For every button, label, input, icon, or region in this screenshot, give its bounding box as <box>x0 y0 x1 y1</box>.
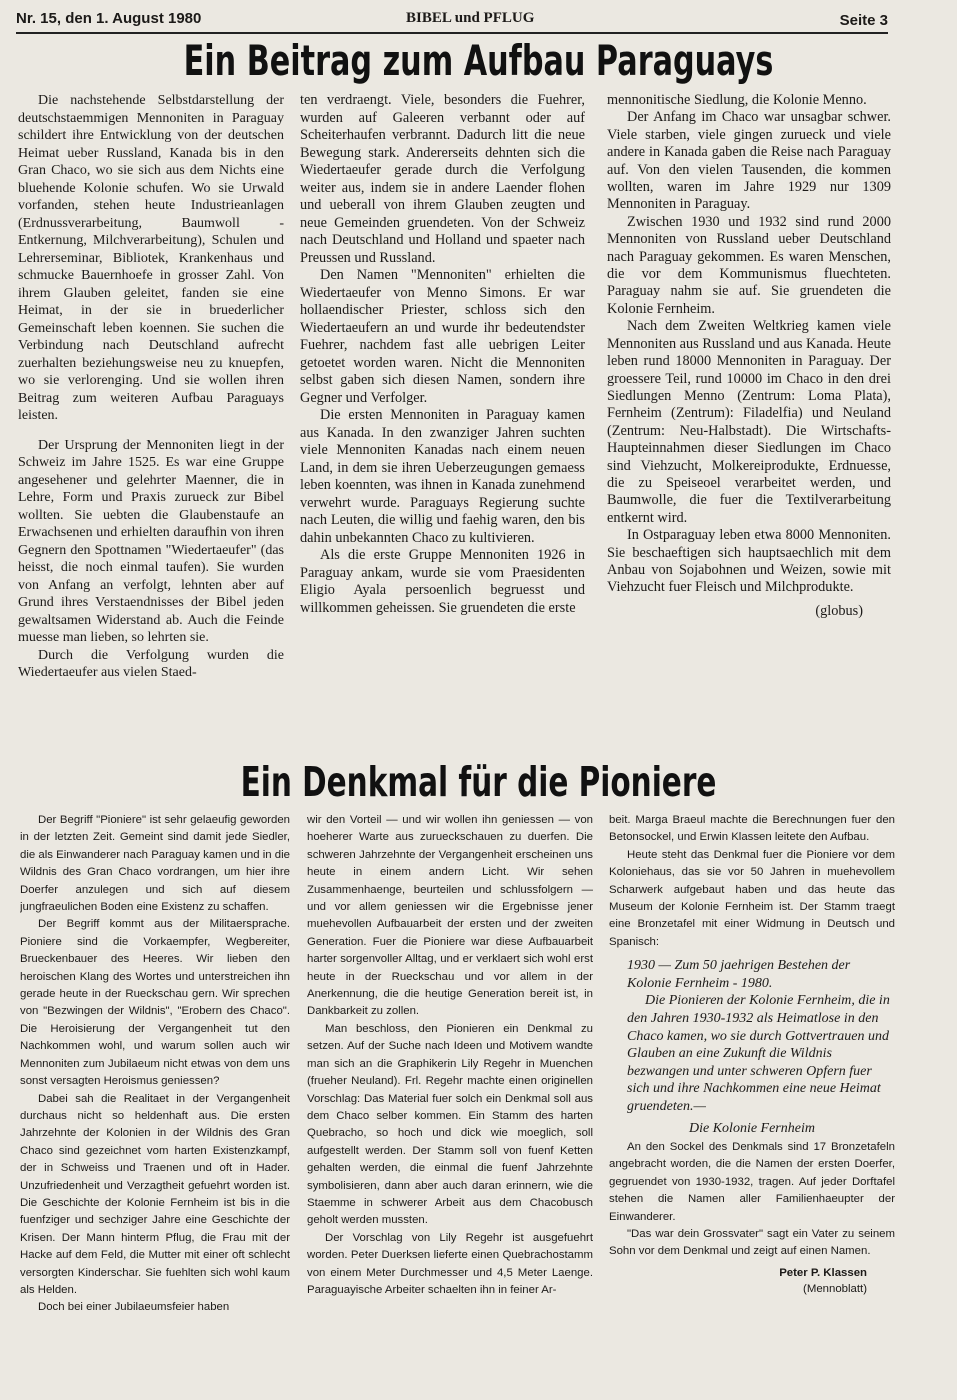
paragraph: An den Sockel des Denkmals sind 17 Bronzetafeln angebracht worden, die die Namen der ersten Doerfer, gegruendet von 1930-1932, tragen. Auf jeder Dorftafel stehen die Namen aller Familienhaeupter der Einwanderer. <box>609 1141 895 1223</box>
paragraph: Der Anfang im Chaco war unsagbar schwer. Viele starben, viele gingen zurueck und viele andere in Kanada gaben die Reise nach Paraguay auf. Von den vielen Tausenden, die kommen wollten, waren im Jahre 1929 nur 1309 Mennoniten in Paraguay. <box>607 109 891 213</box>
paragraph: Nach dem Zweiten Weltkrieg kamen viele Mennoniten aus Russland und aus Kanada. Heute leben rund 18000 Mennoniten in Paraguay. Der groessere Teil, rund 10000 im Chaco in den drei Siedlungen Menno (Zentrum: Loma Plata), Fernheim (Zentrum): Filadelfia) und Neuland (Zentrum: Neu-Halbstadt). Die Wirtschafts-Haupteinnahmen dieser Siedlungen im Chaco sind Viehzucht, Molkereiprodukte, Erdnuesse, die zu Speiseoel verarbeitet werden, und Baumwolle, die fuer die Textilverarbeitung entkernt wird. <box>607 318 891 526</box>
paragraph: Der Ursprung der Mennoniten liegt in der Schweiz im Jahre 1525. Es war eine Gruppe angesehener und gelehrter Maenner, die in Lehre, Form und Praxis zurueck zur Bibel wollten. Sie uebten die Glaubenstaufe an Erwachsenen und erhielten daraufhin von ihren Gegnern den Spottnamen "Wiedertaeufer" (das heisst, die noch einmal taufen). Sie wurden von Anfang an verfolgt, lehnten aber auf Grund ihres Verstaendnisses der Bibel jeden gewaltsamen Widerstand ab. Auch die Feinde muesse man lieben, so lehrten sie. <box>18 437 284 645</box>
article2-column-2 <box>307 812 593 1382</box>
dedication-text <box>627 957 895 1115</box>
paragraph: Die nachstehende Selbstdarstellung der deutschstaemmigen Mennoniten in Paraguay schildert ihre Entwicklung von der deutschen Heimat ueber Russland, Kanada bis in den Gran Chaco, wo sie sich aus dem Nichts eine bluehende Kolonie schufen. Wo sie Urwald vorfanden, stehen heute Industrieanlagen (Erdnussverarbeitung, Baumwoll - Entkernung, Milchverarbeitung), Schulen und Lehrerseminar, Bibliotek, Krankenhaus und schmucke Bauernhoefe in grosser Zahl. Von ihrem Glauben geleitet, fanden sie eine Heimat, in der sie in bruederlicher Gemeinschaft leben koennen. Sie suchen die Verbindung nach Deutschland aufrecht zuerhalten beziehungsweise neu zu knuepfen, wo sie verlorenging. Und sie wollen ihren Beitrag zum weiteren Aufbau Paraguays leisten. <box>18 93 284 423</box>
article1-column-3 <box>607 92 891 752</box>
paragraph: Der Begriff kommt aus der Militaersprache. Pioniere sind die Vorkaempfer, Wegbereiter, Brueckenbauer des Heeres. Wir lieben den heroischen Klang des Wortes und unterstreichen ihn gerade heute in der Rueckschau gern. Wir sprechen von "Bezwingen der Wildnis", "Erobern des Chaco". Die Heroisierung der Vergangenheit tut den Nachkommen wohl, und warum sollen auch wir Mennoniten zum Jubilaeum nicht etwas von dem uns sonst versagten Heroismus geniessen? <box>20 918 290 1088</box>
article1-column-1 <box>18 92 284 752</box>
article2-source: (Mennoblatt) <box>803 1282 867 1295</box>
paragraph: Durch die Verfolgung wurden die Wiedertaeufer aus vielen Staed- <box>18 647 284 680</box>
dedication-signature: Die Kolonie Fernheim <box>689 1120 815 1136</box>
paragraph: "Das war dein Grossvater" sagt ein Vater zu seinem Sohn vor dem Denkmal und zeigt auf einen Namen. <box>609 1228 895 1258</box>
paragraph: ten verdraengt. Viele, besonders die Fuehrer, wurden auf Galeeren verbannt oder auf Scheiterhaufen verbrannt. Dadurch litt die neue Bewegung stark. Andererseits dehnten sich die Wiedertaeufer gerade durch die Verfolgung weiter aus, indem sie in andere Laender flohen und ueberall von ihrem Glauben zeugten und neue Gemeinden gruendeten. Von der Schweiz nach Deutschland und Holland und spaeter nach Preussen und Russland. <box>300 92 585 266</box>
issue-date: Nr. 15, den 1. August 1980 <box>16 10 202 27</box>
paragraph: Den Namen "Mennoniten" erhielten die Wiedertaeufer von Menno Simons. Er war hollaendischer Priester, schloss sich den Wiedertaeufern an und wurde ihr bedeutendster Fuehrer, nachdem fast alle uebrigen Leiter getoetet worden waren. Nicht die Mennoniten selbst gaben sich diesen Namen, sondern ihre Gegner und Verfolger. <box>300 267 585 406</box>
author-name: Peter P. Klassen <box>779 1266 867 1279</box>
page-header <box>16 6 888 34</box>
paragraph: Als die erste Gruppe Mennoniten 1926 in Paraguay ankam, wurde sie vom Praesidenten Eligio Ayala persoenlich begruesst und willkommen geheissen. Sie gruendeten die erste <box>300 547 585 616</box>
paragraph: Zwischen 1930 und 1932 sind rund 2000 Mennoniten von Russland ueber Deutschland nach Paraguay gekommen. Es waren Menschen, die vor dem Kommunismus fluechteten. Paraguay nahm sie auf. Sie gruendeten die Kolonie Fernheim. <box>607 213 891 317</box>
paragraph: wir den Vorteil — und wir wollen ihn geniessen — von hoeherer Warte aus zurueckschauen zu duerfen. Die schweren Jahrzehnte der Vergangenheit erscheinen uns heute in einem andern Licht. Wir sehen Zusammenhaenge, beurteilen und schlussfolgern — und vor allem geniessen wir die Ergebnisse jener muehevollen Aufbauarbeit der ersten und der zweiten Generation. Fuer die Pioniere war diese Aufbauarbeit harter sorgenvoller Alltag, und er verklaert sich wohl erst heute in der Rueckschau und vor allem in der Anerkennung, die die heutige Generation bereit ist, in Dankbarkeit zu zollen. <box>307 814 593 1018</box>
article1-source: (globus) <box>815 602 863 619</box>
article1-column-2 <box>300 92 585 752</box>
paragraph: mennonitische Siedlung, die Kolonie Menno. <box>607 92 867 108</box>
article2-headline: Ein Denkmal für die Pioniere <box>240 758 717 806</box>
newspaper-name: BIBEL und PFLUG <box>406 10 535 26</box>
paragraph: beit. Marga Braeul machte die Berechnungen fuer den Betonsockel, und Erwin Klassen leitete den Aufbau. <box>609 814 895 844</box>
paragraph: In Ostparaguay leben etwa 8000 Mennoniten. Sie beschaeftigen sich hauptsaechlich mit dem Anbau von Sojabohnen und Weizen, sowie mit Viehzucht fuer Fleisch und Milchprodukte. <box>607 527 891 596</box>
dedication-line: 1930 — Zum 50 jaehrigen Bestehen der Kolonie Fernheim - 1980. <box>627 958 851 991</box>
article1-headline: Ein Beitrag zum Aufbau Paraguays <box>183 36 774 85</box>
dedication-line: Die Pionieren der Kolonie Fernheim, die in den Jahren 1930-1932 als Heimatlose in den Chaco kamen, wo sie durch Gottvertrauen und Glauben an eine Zukunft die Wildnis bezwangen und unter schweren Opfern fuer sich und ihre Nachkommen eine neue Heimat gruendeten.— <box>627 993 890 1114</box>
paragraph: Dabei sah die Realitaet in der Vergangenheit durchaus nicht so heldenhaft aus. Die ersten Jahrzehnte der Kolonien in der Wildnis des Gran Chaco sind gezeichnet vom harten Existenzkampf, der in Schweiss und Traenen und oft in Hader. Unzufriedenheit und Verzagtheit gefuehrt worden ist. Die Geschichte der Kolonie Fernheim ist bis in die fuenfziger und sechziger Jahre eine Geschichte der Krisen. Der Mann hinterm Pflug, die Frau mit der Hacke auf dem Feld, die Mutter mit einer oft schlecht versorgten Kinderschar. Sie fuehlten sich wohl kaum als Helden. <box>20 1092 290 1296</box>
paragraph: Der Vorschlag von Lily Regehr ist ausgefuehrt worden. Peter Duerksen lieferte einen Quebrachostamm von einem Meter Durchmesser und 4,5 Meter Laenge. Paraguayische Arbeiter schaelten ihn in feiner Ar- <box>307 1231 593 1296</box>
article2-column-3 <box>609 812 895 1382</box>
paragraph: Heute steht das Denkmal fuer die Pioniere vor dem Koloniehaus, das sie vor 50 Jahren in muehevollem Scharwerk aufgebaut haben und das heute das Museum der Kolonie Fernheim ist. Der Stamm traegt eine Bronzetafel mit einer Widmung in Deutsch und Spanisch: <box>609 848 895 948</box>
page-number: Seite 3 <box>839 12 888 29</box>
author-byline <box>609 1265 895 1297</box>
paragraph: Die ersten Mennoniten in Paraguay kamen aus Kanada. In den zwanziger Jahren suchten viele Mennoniten Kanadas nach einem neuen Land, in dem sie ihren Ueberzeugungen gemaess leben koennten, was ihnen in Kanada zunehmend verwehrt wurde. Paraguays Regierung suchte nach Leuten, die willig und faehig waren, den bis dahin unbekannten Chaco zu kultivieren. <box>300 407 585 546</box>
paragraph: Man beschloss, den Pionieren ein Denkmal zu setzen. Auf der Suche nach Ideen und Motivem wandte man sich an die Graphikerin Lily Regehr in Muenchen (frueher Neuland). Frl. Regehr machte einen originellen Vorschlag: Das Material fuer solch ein Denkmal soll aus dem Chaco selber kommen. Ein Stamm des harten Quebracho, so hoch und dick wie moeglich, soll aufgestellt werden. Der Stamm soll von fuenf Ketten gehalten werden, die einmal die fuenf Jahrzehnte symbolisieren, dann aber auch daran erinnern, wie die Staemme in schwerer Arbeit aus dem Chacobusch geholt werden mussten. <box>307 1022 593 1227</box>
paragraph: Doch bei einer Jubilaeumsfeier haben <box>38 1301 230 1314</box>
article2-column-1 <box>20 812 290 1382</box>
paragraph: Der Begriff "Pioniere" ist sehr gelaeufig geworden in der letzten Zeit. Gemeint sind damit jede Siedler, die als Einwanderer nach Paraguay kamen und in die Wildnis des Gran Chaco vordrangen, um hier ihre Doerfer anzulegen und sich auf diesem jungfraeulichen Boden eine Existenz zu schaffen. <box>20 814 290 914</box>
